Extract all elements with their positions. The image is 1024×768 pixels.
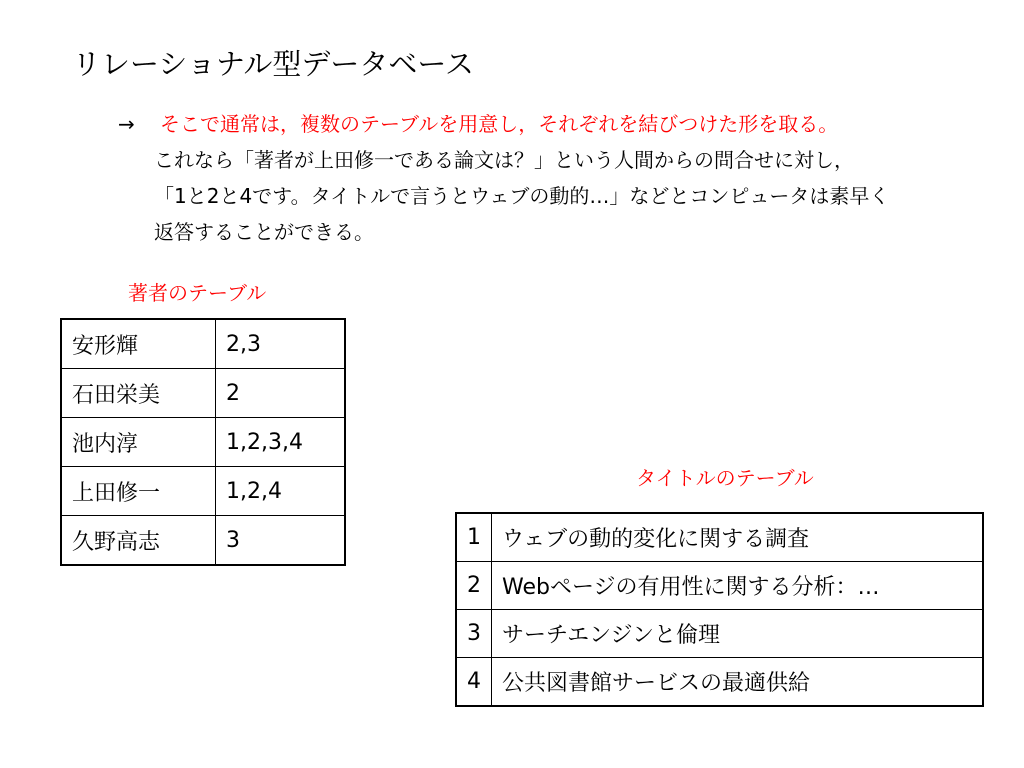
author-name-cell: 池内淳 — [61, 418, 216, 467]
paper-ids-cell: 2 — [216, 369, 346, 418]
paper-title-cell: サーチエンジンと倫理 — [492, 610, 984, 658]
table-row — [61, 516, 345, 566]
table-row — [456, 610, 983, 658]
table-row — [61, 319, 345, 369]
author-name-cell: 久野高志 — [61, 516, 216, 566]
paper-ids-cell: 3 — [216, 516, 346, 566]
table-row — [456, 562, 983, 610]
paper-number-cell: 2 — [456, 562, 492, 610]
paper-ids-cell: 2,3 — [216, 319, 346, 369]
author-name-cell: 上田修一 — [61, 467, 216, 516]
table-row — [61, 418, 345, 467]
table-row — [61, 369, 345, 418]
author-name-cell: 石田栄美 — [61, 369, 216, 418]
author-table-caption: 著者のテーブル — [128, 281, 267, 305]
paper-title-cell: 公共図書館サービスの最適供給 — [492, 658, 984, 707]
author-name-cell: 安形輝 — [61, 319, 216, 369]
arrow-glyph: → — [118, 112, 135, 136]
paper-ids-cell: 1,2,3,4 — [216, 418, 346, 467]
lead-text: そこで通常は，複数のテーブルを用意し，それぞれを結びつけた形を取る。 — [160, 112, 839, 136]
table-row — [61, 467, 345, 516]
body-line: これなら「著者が上田修一である論文は？」という人間からの問合せに対し， — [154, 148, 854, 172]
body-line: 返答することができる。 — [154, 220, 374, 244]
paper-number-cell: 3 — [456, 610, 492, 658]
paper-title-cell: Webページの有用性に関する分析：… — [492, 562, 984, 610]
paper-number-cell: 1 — [456, 513, 492, 562]
title-table — [455, 512, 984, 707]
table-row — [456, 513, 983, 562]
table-row — [456, 658, 983, 707]
slide-title: リレーショナル型データベース — [72, 47, 474, 81]
body-line: 「1と2と4です。タイトルで言うとウェブの動的…」などとコンピュータは素早く — [154, 184, 890, 208]
paper-number-cell: 4 — [456, 658, 492, 707]
paper-ids-cell: 1,2,4 — [216, 467, 346, 516]
author-table — [60, 318, 346, 566]
paper-title-cell: ウェブの動的変化に関する調査 — [492, 513, 984, 562]
title-table-caption: タイトルのテーブル — [636, 466, 814, 490]
